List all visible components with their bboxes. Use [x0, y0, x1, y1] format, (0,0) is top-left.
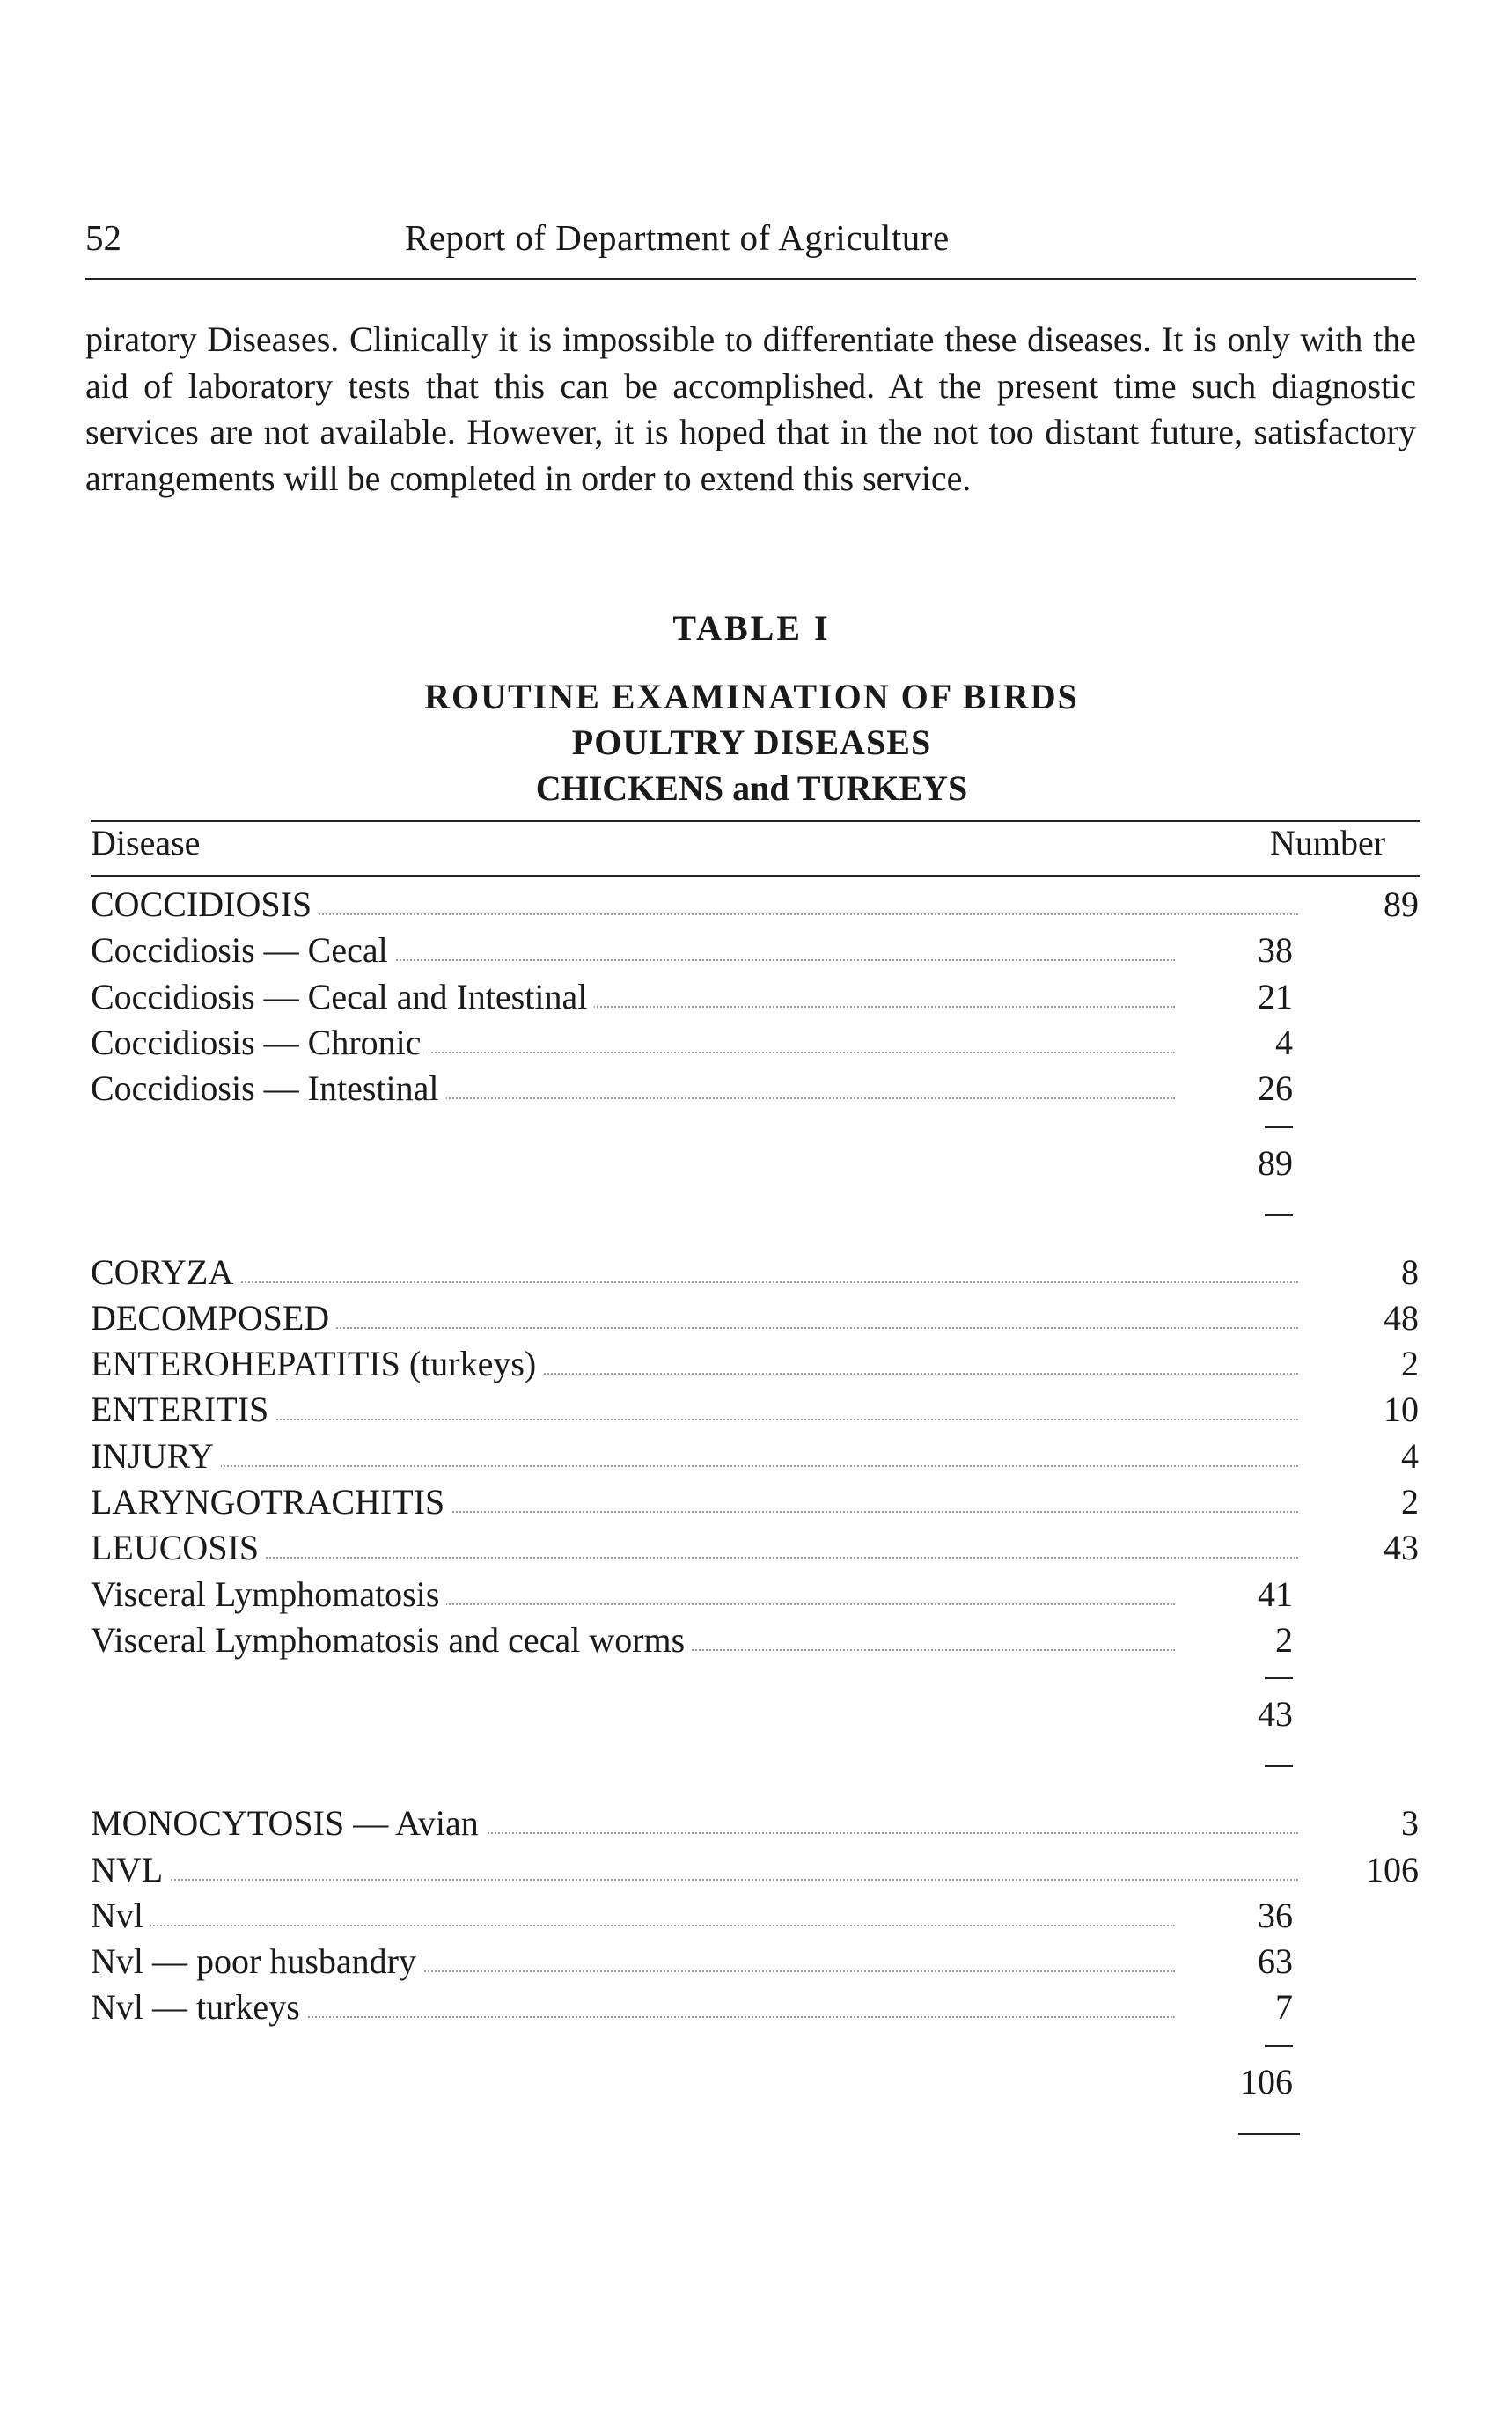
column-header-number: Number	[1270, 823, 1386, 862]
total-count: 2	[1401, 1482, 1419, 1522]
table-row	[91, 1020, 1421, 1066]
sub-count: 26	[1258, 1068, 1293, 1109]
page-header	[85, 216, 1419, 278]
table-row	[91, 1572, 1421, 1617]
total-count: 106	[1366, 1849, 1419, 1889]
disease-label: Nvl — turkeys	[91, 1984, 307, 2030]
header-rule	[85, 278, 1416, 280]
running-title: Report of Department of Agriculture	[405, 217, 950, 258]
table-subtitle-2: POULTRY DISEASES	[571, 723, 932, 762]
table-row	[91, 1525, 1421, 1571]
total-count: 48	[1384, 1297, 1419, 1338]
table-row	[91, 1066, 1421, 1111]
total-count: 2	[1401, 1344, 1419, 1384]
sub-count: 2	[1275, 1619, 1293, 1660]
table-row	[91, 1479, 1421, 1525]
disease-label: ENTEROHEPATITIS (turkeys)	[91, 1341, 543, 1387]
table-row	[91, 1341, 1421, 1387]
dot-leader	[108, 1465, 1298, 1467]
sub-count: 7	[1275, 1987, 1293, 2028]
disease-label: Coccidiosis — Intestinal	[91, 1066, 446, 1111]
disease-label: CORYZA	[91, 1250, 240, 1295]
subtotal-value: 43	[1258, 1694, 1293, 1735]
dot-leader	[108, 1419, 1298, 1420]
table-title: TABLE I	[672, 608, 831, 648]
table-top-rule	[91, 820, 1420, 822]
column-header-disease: Disease	[91, 823, 201, 862]
subtotal-dash-bottom	[1265, 1214, 1293, 1216]
sub-count: 36	[1258, 1895, 1293, 1935]
total-count: 3	[1401, 1803, 1419, 1844]
disease-label: Coccidiosis — Cecal and Intestinal	[91, 974, 594, 1020]
sub-count: 41	[1258, 1573, 1293, 1614]
subtotal-value: 89	[1258, 1142, 1293, 1183]
intro-paragraph: piratory Diseases. Clinically it is impossible to differentiate these diseases. It is only with the aid of laboratory tests that this can be accomplished. At the present time such diagnostic services are not available. However, it is hoped that in the not too distant future, satisfactory arrangements will be completed in order to extend this service.	[85, 319, 1416, 498]
disease-label: ENTERITIS	[91, 1387, 275, 1433]
dot-leader	[108, 1925, 1175, 1926]
table-row	[91, 1893, 1421, 1939]
dot-leader	[108, 1557, 1298, 1559]
disease-label: NVL	[91, 1847, 170, 1893]
disease-label: Nvl — poor husbandry	[91, 1939, 423, 1984]
disease-label: LEUCOSIS	[91, 1525, 266, 1571]
disease-label: Coccidiosis — Cecal	[91, 928, 395, 973]
page-number: 52	[85, 217, 121, 258]
disease-label: Coccidiosis — Chronic	[91, 1020, 429, 1066]
table-row	[91, 1295, 1421, 1341]
table-subtitle-1: ROUTINE EXAMINATION OF BIRDS	[424, 677, 1079, 716]
subtotal-dash-top	[1265, 2045, 1293, 2047]
table-row	[91, 1250, 1421, 1295]
table-row	[91, 974, 1421, 1020]
subtotal-dash-bottom	[1238, 2133, 1300, 2135]
table-row	[91, 1847, 1421, 1893]
table-row	[91, 1387, 1421, 1433]
total-count: 4	[1401, 1435, 1419, 1476]
subtotal-value: 106	[1240, 2061, 1293, 2102]
sub-count: 38	[1258, 930, 1293, 971]
disease-label: Visceral Lymphomatosis and cecal worms	[91, 1617, 692, 1663]
table-row	[91, 1984, 1421, 2030]
table-header-rule	[91, 875, 1420, 877]
disease-label: LARYNGOTRACHITIS	[91, 1479, 451, 1525]
disease-label: Visceral Lymphomatosis	[91, 1572, 446, 1617]
disease-label: Nvl	[91, 1893, 150, 1939]
table-row	[91, 1434, 1421, 1479]
sub-count: 4	[1275, 1022, 1293, 1062]
total-count: 43	[1384, 1528, 1419, 1568]
sub-count: 63	[1258, 1941, 1293, 1982]
dot-leader	[108, 1281, 1298, 1283]
disease-label: INJURY	[91, 1434, 221, 1479]
total-count: 89	[1384, 884, 1419, 924]
disease-label: COCCIDIOSIS	[91, 882, 319, 928]
disease-label: DECOMPOSED	[91, 1295, 336, 1341]
total-count: 8	[1401, 1251, 1419, 1292]
sub-count: 21	[1258, 976, 1293, 1016]
dot-leader	[108, 1879, 1298, 1881]
subtotal-dash-top	[1265, 1126, 1293, 1128]
table-row	[91, 882, 1421, 928]
subtotal-dash-bottom	[1265, 1765, 1293, 1767]
subtotal-dash-top	[1265, 1677, 1293, 1679]
disease-label: MONOCYTOSIS — Avian	[91, 1801, 486, 1846]
table-subtitle-3: CHICKENS and TURKEYS	[535, 768, 968, 808]
table-row	[91, 1939, 1421, 1984]
total-count: 10	[1384, 1390, 1419, 1430]
table-row	[91, 1801, 1421, 1846]
table-row	[91, 928, 1421, 973]
table-row	[91, 1617, 1421, 1663]
